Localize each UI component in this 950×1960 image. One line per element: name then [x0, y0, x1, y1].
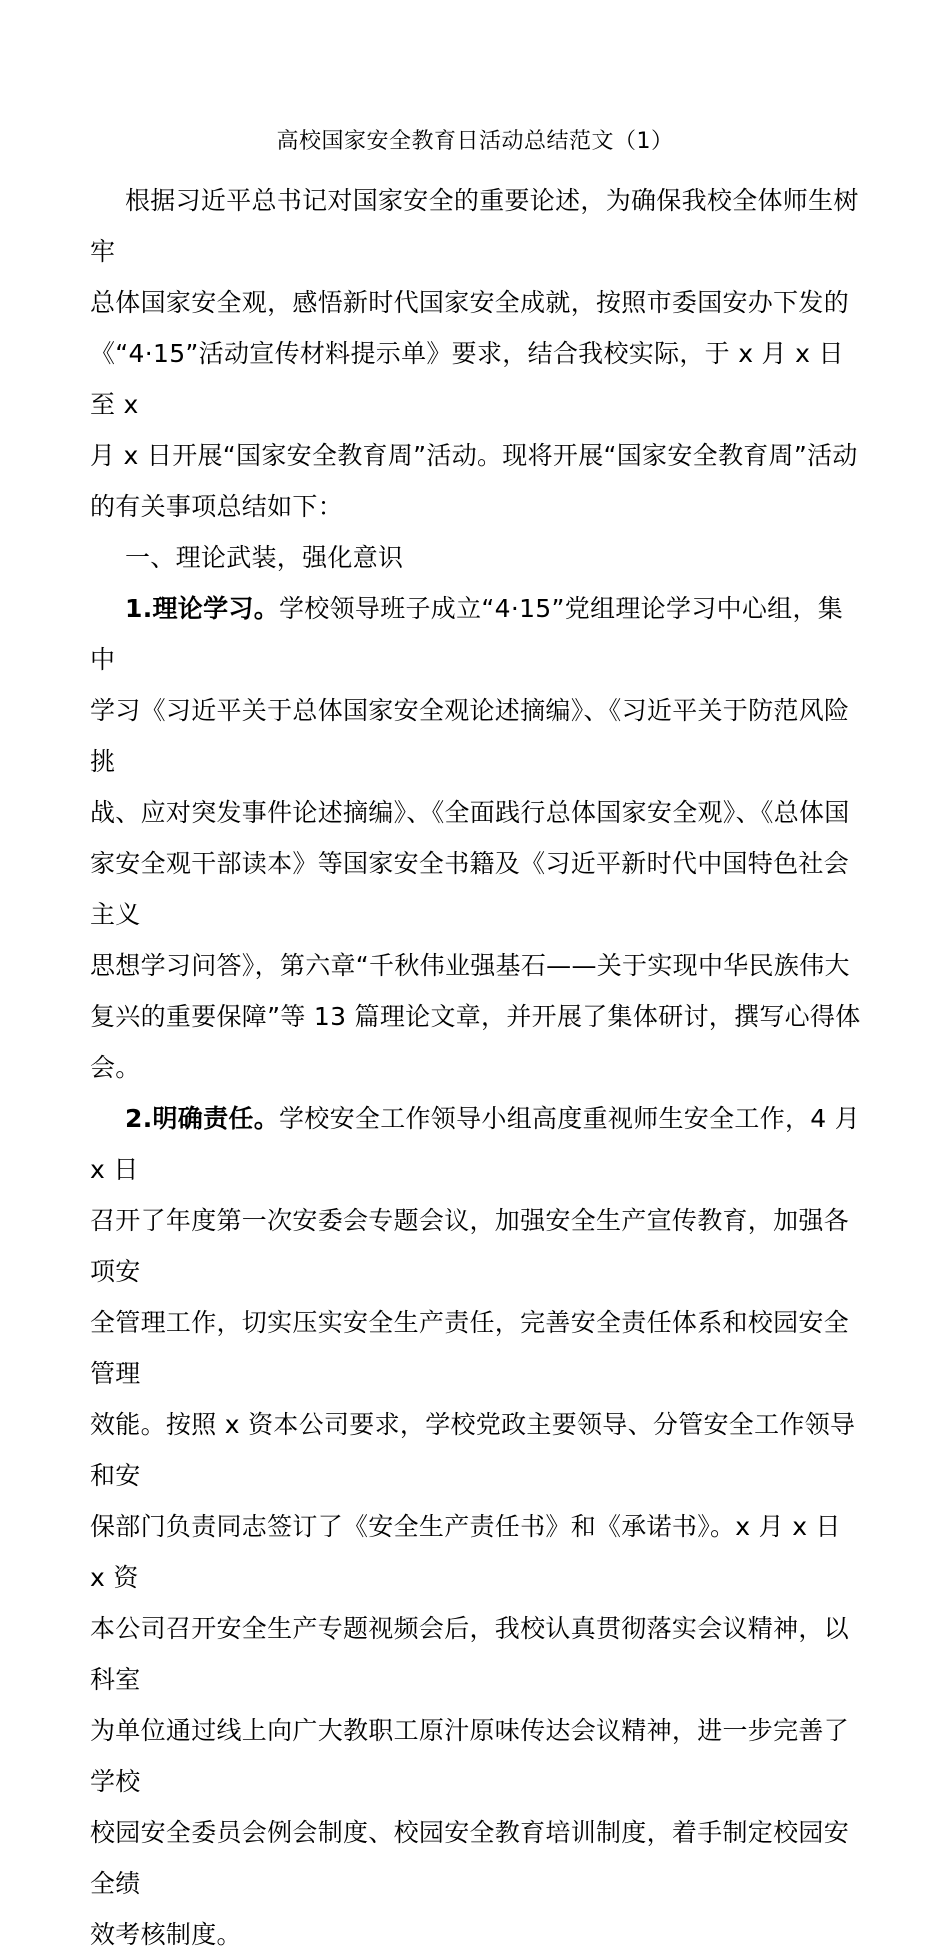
intro-line-1: 根据习近平总书记对国家安全的重要论述，为确保我校全体师生树牢 — [90, 186, 859, 266]
item1-text-1: 学校领导班子成立“4·15”党组理论学习中心组，集中 — [90, 594, 844, 674]
item1-line-2: 学习《习近平关于总体国家安全观论述摘编》、《习近平关于防范风险挑 — [90, 696, 850, 776]
intro-line-4: 月 x 日开展“国家安全教育周”活动。现将开展“国家安全教育周”活动 — [90, 441, 858, 470]
item2-line-7: 为单位通过线上向广大教职工原汁原味传达会议精神，进一步完善了学校 — [90, 1716, 850, 1796]
document-title: 高校国家安全教育日活动总结范文（1） — [276, 129, 674, 154]
document-body — [90, 175, 862, 1960]
item2-line-1 — [90, 1093, 862, 1195]
item2-line-4: 效能。按照 x 资本公司要求，学校党政主要领导、分管安全工作领导和安 — [90, 1410, 856, 1490]
intro-line-2: 总体国家安全观，感悟新时代国家安全成就，按照市委国安办下发的 — [90, 288, 850, 317]
item2-line-5: 保部门负责同志签订了《安全生产责任书》和《承诺书》。x 月 x 日 x 资 — [90, 1512, 841, 1592]
intro-line-5: 的有关事项总结如下： — [90, 492, 344, 521]
item1-line-6: 复兴的重要保障”等 13 篇理论文章，并开展了集体研讨，撰写心得体会。 — [90, 1002, 861, 1082]
item2-line-3: 全管理工作，切实压实安全生产责任，完善安全责任体系和校园安全管理 — [90, 1308, 850, 1388]
item1-line-1 — [90, 583, 862, 685]
item1-line-5: 思想学习问答》，第六章“千秋伟业强基石——关于实现中华民族伟大 — [90, 951, 850, 980]
item1-line-4: 家安全观干部读本》等国家安全书籍及《习近平新时代中国特色社会主义 — [90, 849, 850, 929]
item2-text-1: 学校安全工作领导小组高度重视师生安全工作，4 月 x 日 — [90, 1104, 861, 1184]
item2-line-2: 召开了年度第一次安委会专题会议，加强安全生产宣传教育，加强各项安 — [90, 1206, 850, 1286]
section-heading: 一、理论武装，强化意识 — [125, 543, 404, 572]
item1-line-3: 战、应对突发事件论述摘编》、《全面践行总体国家安全观》、《总体国 — [90, 798, 850, 827]
item2-line-6: 本公司召开安全生产专题视频会后，我校认真贯彻落实会议精神，以科室 — [90, 1614, 850, 1694]
item2-line-8: 校园安全委员会例会制度、校园安全教育培训制度，着手制定校园安全绩 — [90, 1818, 850, 1898]
item2-lead: 2.明确责任。 — [125, 1104, 279, 1133]
item2-line-9: 效考核制度。 — [90, 1920, 242, 1949]
item1-lead: 1.理论学习。 — [125, 594, 279, 623]
intro-line-3: 《“4·15”活动宣传材料提示单》要求，结合我校实际，于 x 月 x 日至 x — [90, 339, 844, 419]
